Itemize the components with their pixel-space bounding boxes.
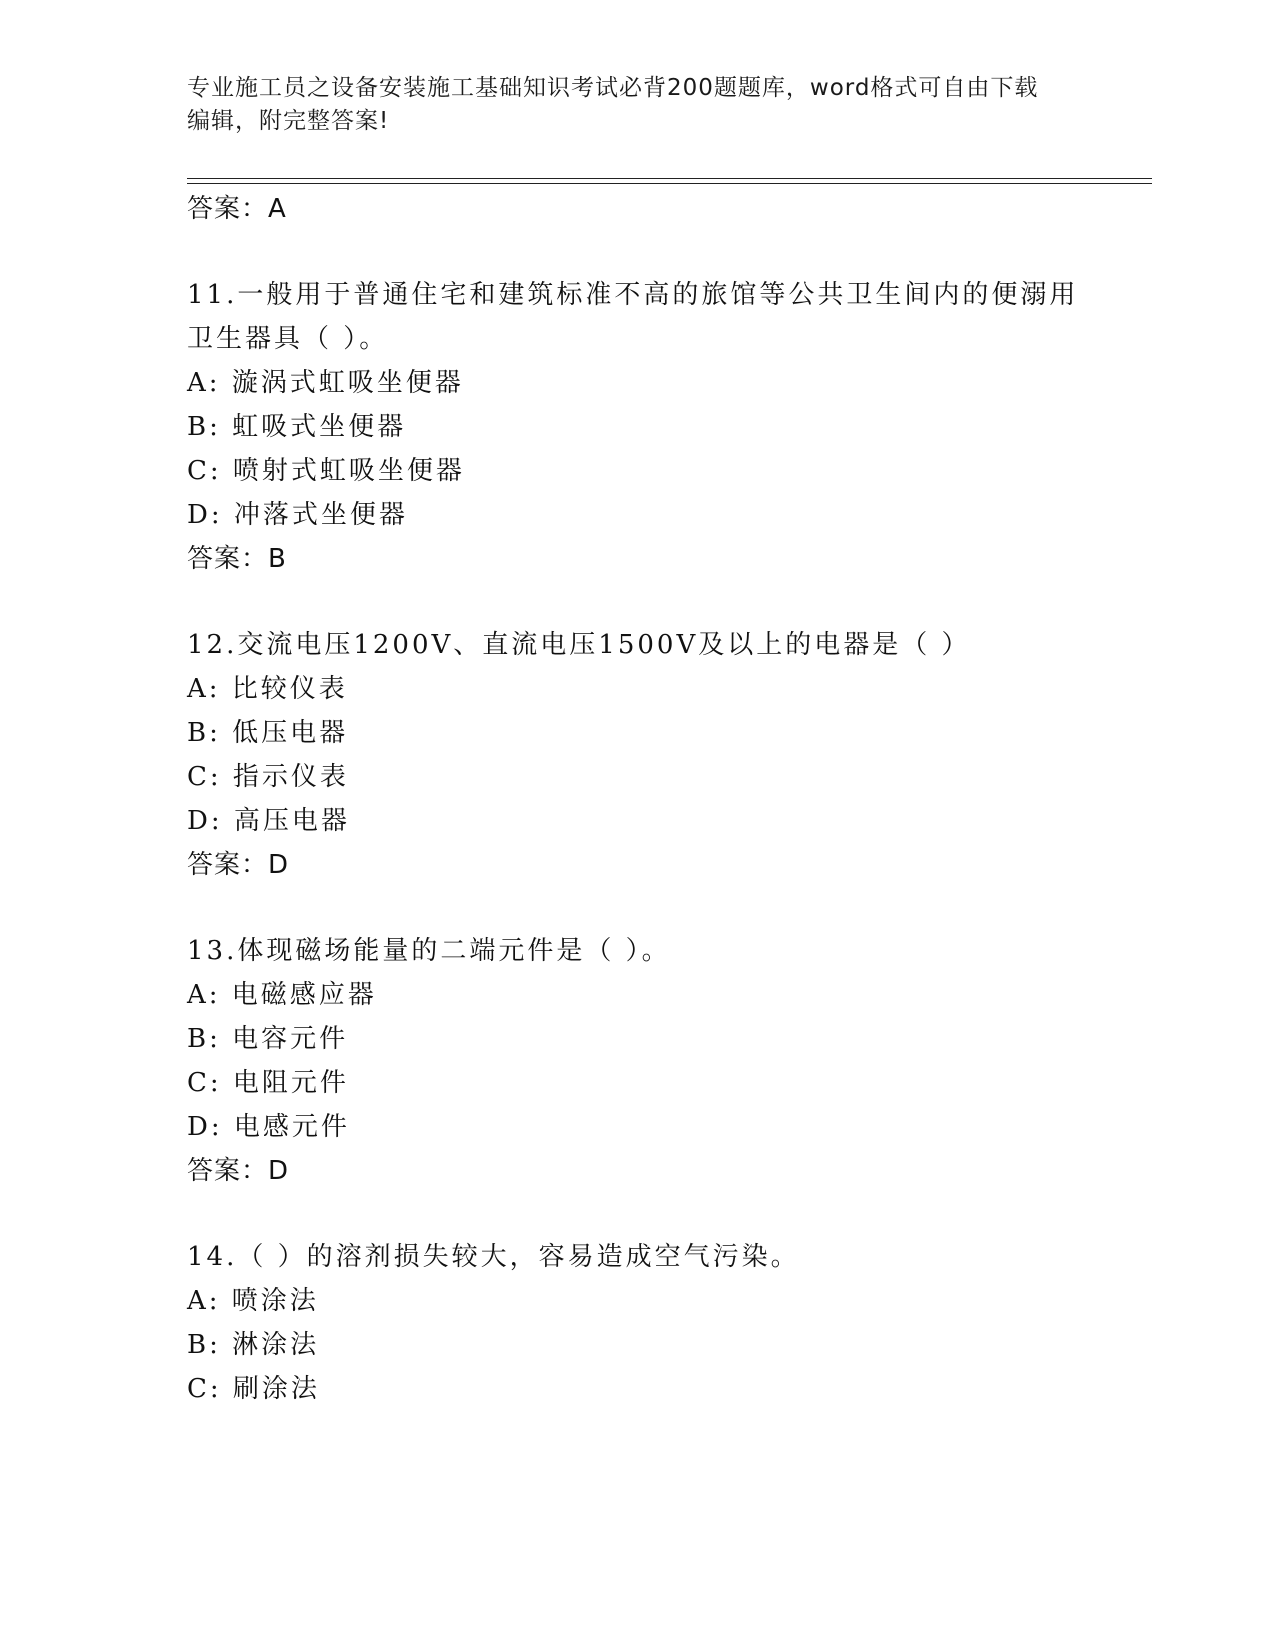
- question-14-stem: 14.（ ）的溶剂损失较大，容易造成空气污染。: [187, 1242, 800, 1272]
- document-header: [187, 72, 1087, 138]
- question-13-option-d: D: 电感元件: [187, 1112, 350, 1142]
- question-14-option-b: B: 淋涂法: [187, 1330, 320, 1360]
- question-12-option-b: B: 低压电器: [187, 718, 349, 748]
- question-11-stem-line-1: 11.一般用于普通住宅和建筑标准不高的旅馆等公共卫生间内的便溺用: [187, 280, 1079, 310]
- question-11-option-a: A: 漩涡式虹吸坐便器: [187, 368, 464, 398]
- question-13-option-a: A: 电磁感应器: [187, 980, 377, 1010]
- header-rule-top: [187, 178, 1152, 179]
- question-12-answer: 答案：D: [187, 850, 290, 880]
- question-13-option-b: B: 电容元件: [187, 1024, 349, 1054]
- question-13-stem: 13.体现磁场能量的二端元件是（ ）。: [187, 936, 671, 966]
- question-12-option-c: C: 指示仪表: [187, 762, 349, 792]
- header-rule-bottom: [187, 183, 1152, 184]
- question-14-option-c: C: 刷涂法: [187, 1374, 320, 1404]
- question-11-option-d: D: 冲落式坐便器: [187, 500, 408, 530]
- question-13-option-c: C: 电阻元件: [187, 1068, 349, 1098]
- question-11-option-c: C: 喷射式虹吸坐便器: [187, 456, 465, 486]
- question-13-answer: 答案：D: [187, 1156, 290, 1186]
- question-11-stem-line-2: 卫生器具（ ）。: [187, 324, 389, 354]
- header-line-2: 编辑，附完整答案!: [187, 108, 390, 134]
- question-14-option-a: A: 喷涂法: [187, 1286, 319, 1316]
- question-12-stem: 12.交流电压1200V、直流电压1500V及以上的电器是（ ）: [187, 630, 971, 660]
- question-12-option-d: D: 高压电器: [187, 806, 350, 836]
- question-12-option-a: A: 比较仪表: [187, 674, 348, 704]
- header-line-1: 专业施工员之设备安装施工基础知识考试必背200题题库，word格式可自由下载: [187, 75, 1039, 101]
- previous-answer: 答案：A: [187, 194, 287, 224]
- question-11-answer: 答案：B: [187, 544, 287, 574]
- question-11-option-b: B: 虹吸式坐便器: [187, 412, 407, 442]
